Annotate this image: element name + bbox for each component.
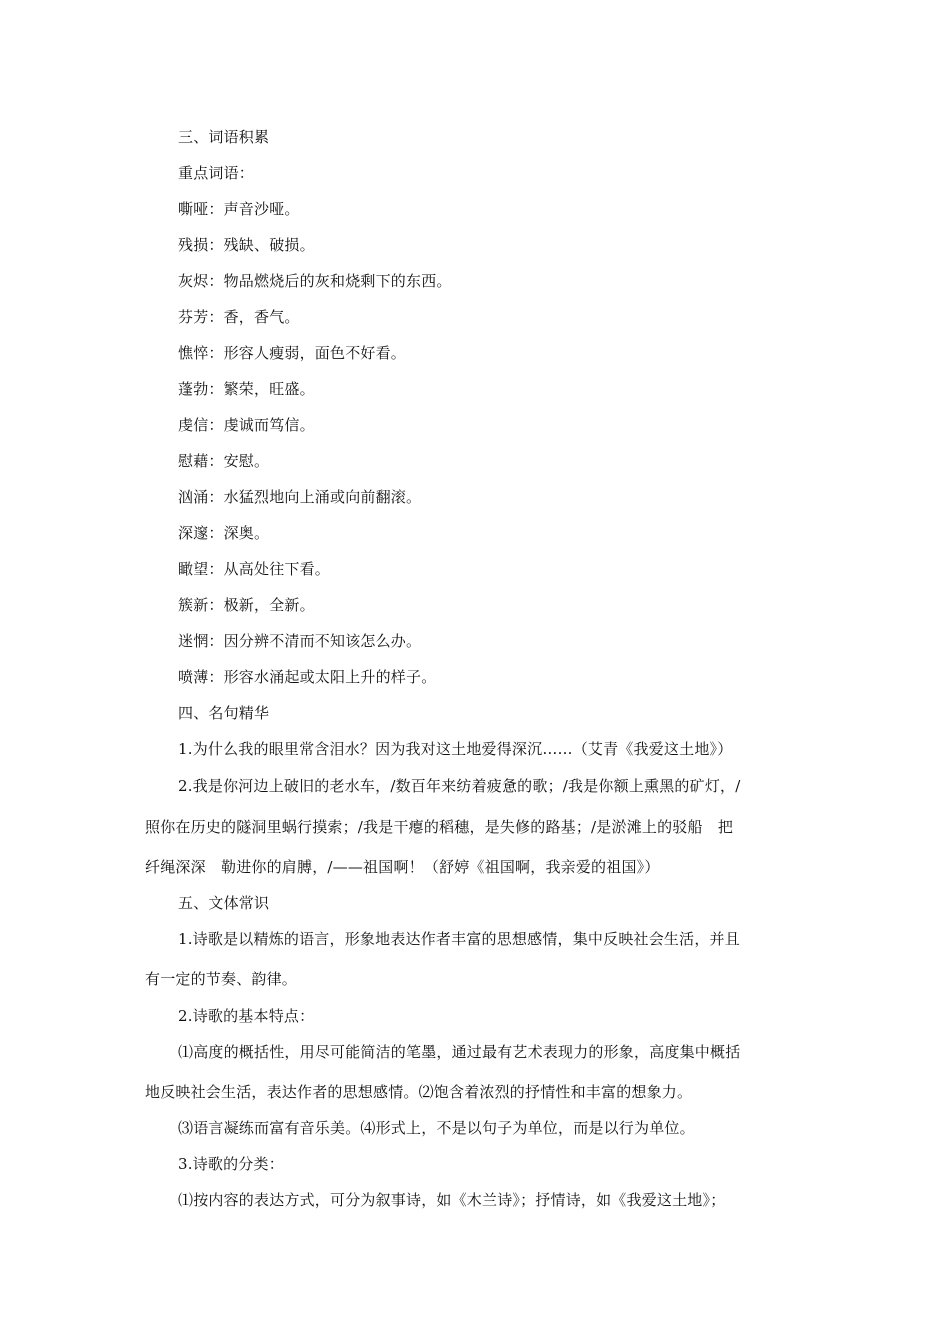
section-heading-vocabulary: 三、词语积累 [178, 128, 270, 146]
term-entry: 喷薄：形容水涌起或太阳上升的样子。 [178, 668, 437, 686]
quote-1: 1.为什么我的眼里常含泪水？因为我对这土地爱得深沉……（艾青《我爱这土地》） [178, 740, 733, 758]
genre-para-3-title: 3.诗歌的分类： [178, 1155, 284, 1173]
genre-para-3-line-1: ⑴按内容的表达方式，可分为叙事诗，如《木兰诗》；抒情诗，如《我爱这土地》； [178, 1191, 726, 1209]
term-entry: 深邃：深奥。 [178, 524, 270, 542]
section-heading-famous-quotes: 四、名句精华 [178, 704, 270, 722]
quote-2-line-3: 纤绳深深 勒进你的肩膊，/——祖国啊！（舒婷《祖国啊，我亲爱的祖国》） [145, 858, 660, 876]
term-entry: 芬芳：香，香气。 [178, 308, 300, 326]
term-entry: 汹涌：水猛烈地向上涌或向前翻滚。 [178, 488, 422, 506]
genre-para-2-line-2: 地反映社会生活，表达作者的思想感情。⑵饱含着浓烈的抒情性和丰富的想象力。 [145, 1083, 693, 1101]
term-entry: 簇新：极新，全新。 [178, 596, 315, 614]
term-entry: 憔悴：形容人瘦弱，面色不好看。 [178, 344, 407, 362]
term-entry: 灰烬：物品燃烧后的灰和烧剩下的东西。 [178, 272, 452, 290]
term-entry: 残损：残缺、破损。 [178, 236, 315, 254]
genre-para-1-line-2: 有一定的节奏、韵律。 [145, 970, 298, 988]
genre-para-2-line-3: ⑶语言凝练而富有音乐美。⑷形式上，不是以句子为单位，而是以行为单位。 [178, 1119, 695, 1137]
genre-para-1-line-1: 1.诗歌是以精炼的语言，形象地表达作者丰富的思想感情，集中反映社会生活，并且 [178, 930, 740, 948]
section-heading-genre-knowledge: 五、文体常识 [178, 894, 270, 912]
quote-2-line-1: 2.我是你河边上破旧的老水车，/数百年来纺着疲惫的歌；/我是你额上熏黑的矿灯，/ [178, 777, 741, 795]
term-entry: 慰藉：安慰。 [178, 452, 270, 470]
genre-para-2-title: 2.诗歌的基本特点： [178, 1007, 315, 1025]
term-entry: 蓬勃：繁荣，旺盛。 [178, 380, 315, 398]
term-entry: 迷惘：因分辨不清而不知该怎么办。 [178, 632, 422, 650]
genre-para-2-line-1: ⑴高度的概括性，用尽可能简洁的笔墨，通过最有艺术表现力的形象，高度集中概括 [178, 1043, 741, 1061]
term-entry: 瞰望：从高处往下看。 [178, 560, 331, 578]
term-entry: 虔信：虔诚而笃信。 [178, 416, 315, 434]
quote-2-line-2: 照你在历史的隧洞里蜗行摸索；/我是干瘪的稻穗，是失修的路基；/是淤滩上的驳船 把 [145, 818, 734, 836]
term-entry: 嘶哑：声音沙哑。 [178, 200, 300, 218]
key-terms-subheading: 重点词语： [178, 164, 255, 182]
